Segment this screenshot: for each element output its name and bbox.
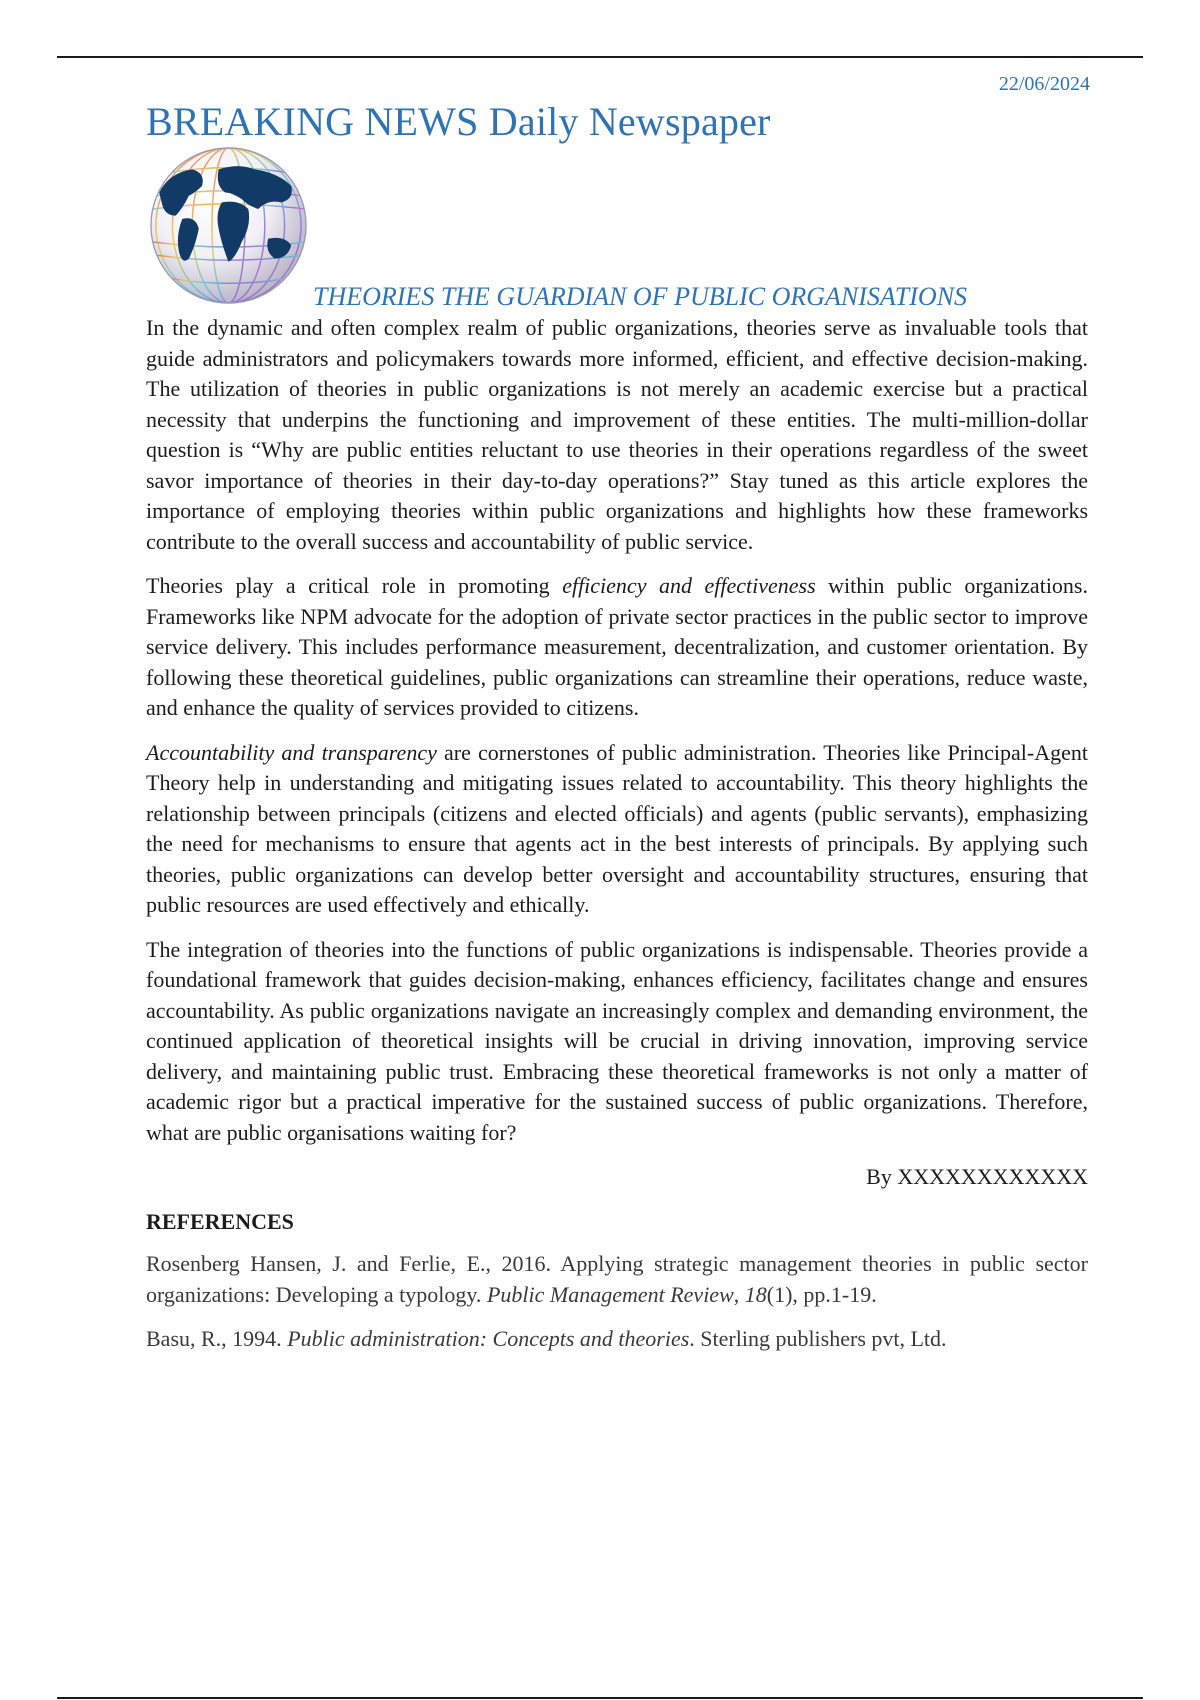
article-paragraph-accountability — [146, 738, 1088, 921]
globe-icon — [146, 143, 311, 308]
issue-date: 22/06/2024 — [998, 73, 1090, 95]
paragraph-text: are cornerstones of public administration. Theories like Principal-Agent Theory help in understanding and mitigating issues related to accountability. This theory highlights the relationship between principals (citizens and elected officials) and agents (public servants), emphasizing the need for mechanisms to ensure that agents act in the best interests of principals. By applying such theories, public organizations can develop better oversight and accountability structures, ensuring that public resources are used effectively and ethically. — [146, 739, 1088, 917]
article-body — [146, 313, 1088, 1369]
reference-text: . Sterling publishers pvt, Ltd. — [689, 1326, 947, 1351]
reference-item — [146, 1324, 1088, 1355]
reference-text: , — [733, 1281, 745, 1307]
emphasis-text: efficiency and effectiveness — [562, 573, 816, 598]
reference-text: (1), pp.1-19. — [766, 1281, 877, 1307]
byline: By XXXXXXXXXXXX — [866, 1164, 1088, 1189]
emphasis-text: Accountability and transparency — [146, 739, 437, 765]
masthead-title: BREAKING NEWS Daily Newspaper — [146, 99, 771, 144]
article-paragraph-efficiency — [146, 571, 1088, 724]
paragraph-text: within public organizations. Frameworks like NPM advocate for the adoption of private sector practices in the public sector to improve service delivery. This includes performance measurement, decentralization, and customer orientation. By following these theoretical guidelines, public organizations can streamline their operations, reduce waste, and enhance the quality of services provided to citizens. — [146, 573, 1088, 720]
article-paragraph-intro: In the dynamic and often complex realm of public organizations, theories serve as invaluable tools that guide administrators and policymakers towards more informed, efficient, and effective decision-making. The utilization of theories in public organizations is not merely an academic exercise but a practical necessity that underpins the functioning and improvement of these entities. The multi-million-dollar question is “Why are public entities reluctant to use theories in their operations regardless of the sweet savor importance of theories in their day-to-day operations?” Stay tuned as this article explores the importance of employing theories within public organizations and highlights how these frameworks contribute to the overall success and accountability of public service. — [146, 315, 1088, 554]
reference-title: Public administration: Concepts and theories — [287, 1326, 690, 1351]
reference-item — [146, 1249, 1088, 1310]
reference-text: Basu, R., 1994. — [146, 1326, 288, 1351]
reference-text: Rosenberg Hansen, J. and Ferlie, E., 2016. Applying strategic management theories in public sector organizations: Developing a typology. — [146, 1251, 1088, 1307]
reference-volume: 18 — [744, 1281, 767, 1307]
top-rule — [57, 56, 1143, 58]
paragraph-text: Theories play a critical role in promoting — [146, 573, 563, 598]
article-headline: THEORIES THE GUARDIAN OF PUBLIC ORGANISATIONS — [313, 282, 968, 311]
article-paragraph-conclusion: The integration of theories into the functions of public organizations is indispensable. Theories provide a foundational framework that guides decision-making, enhances efficiency, facilitates change and ensures accountability. As public organizations navigate an increasingly complex and demanding environment, the continued application of theoretical insights will be crucial in driving innovation, improving service delivery, and maintaining public trust. Embracing these theoretical frameworks is not only a matter of academic rigor but a practical imperative for the sustained success of public organizations. Therefore, what are public organisations waiting for? — [146, 936, 1088, 1145]
references-list — [146, 1249, 1088, 1355]
references-heading: REFERENCES — [146, 1208, 294, 1234]
bottom-rule — [57, 1697, 1143, 1699]
reference-journal: Public Management Review — [486, 1281, 734, 1307]
